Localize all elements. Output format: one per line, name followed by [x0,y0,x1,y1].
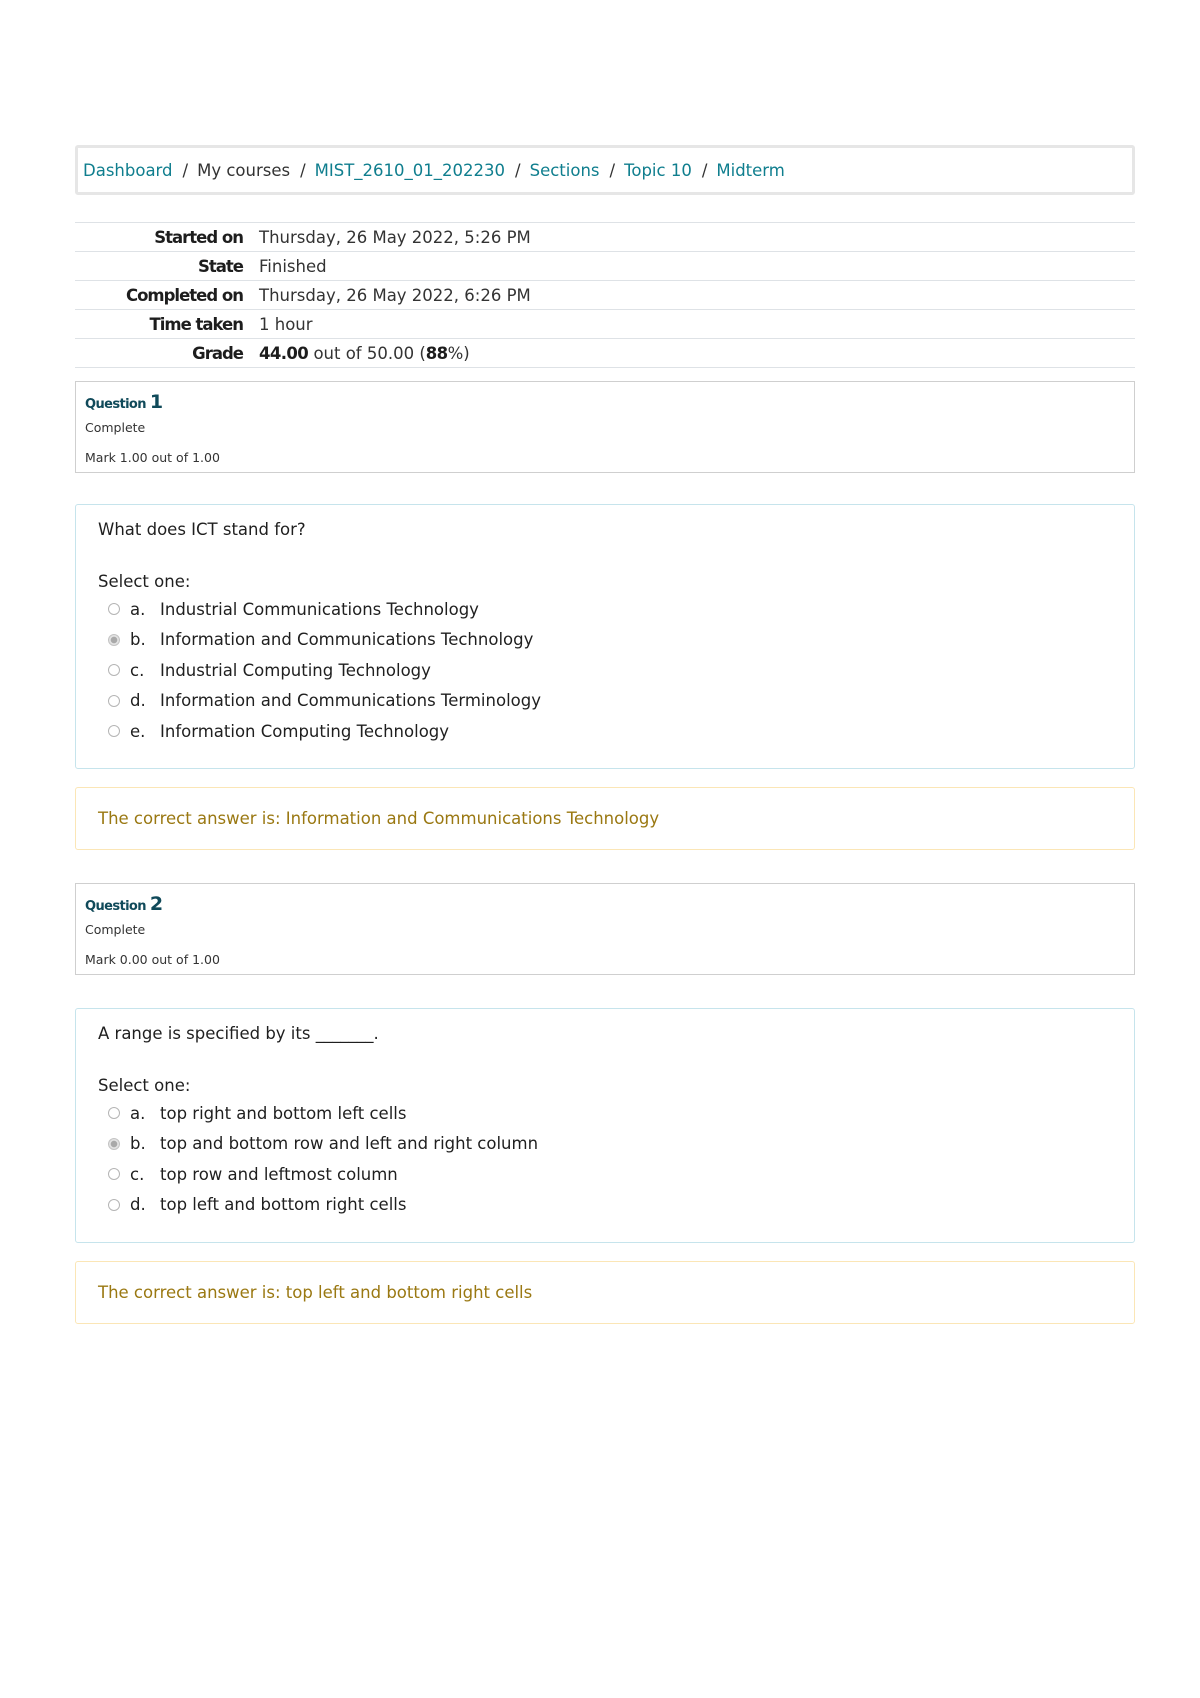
answer-option-d[interactable] [98,686,1112,717]
quiz-review-page [75,145,1135,1324]
option-letter: d. [130,1195,146,1215]
option-text: top right and bottom left cells [160,1103,407,1123]
select-one-label: Select one: [98,572,191,591]
option-text: Information and Communications Terminology [160,691,541,711]
answer-option-c[interactable] [98,1159,1112,1190]
option-text: top and bottom row and left and right column [160,1134,539,1154]
option-letter: b. [130,1134,146,1154]
answer-option-c[interactable] [98,655,1112,686]
answer-option-d[interactable] [98,1190,1112,1221]
summary-row-started [75,223,1135,252]
question-heading [85,391,1125,413]
answer-option-a[interactable] [98,1098,1112,1129]
answer-option-b[interactable] [98,625,1112,656]
answer-option-e[interactable] [98,716,1112,747]
question-heading-prefix: Question [85,397,150,412]
question-2-content [75,1008,1135,1243]
option-text: Information and Communications Technology [160,630,534,650]
option-letter: b. [130,630,146,650]
breadcrumb-separator: / [701,160,708,180]
question-1-content [75,504,1135,769]
attempt-summary-table [75,222,1135,368]
summary-value: 1 hour [243,310,1135,339]
breadcrumb-topic-link[interactable]: Topic 10 [624,160,692,180]
grade-suffix: %) [447,343,470,363]
grade-value [243,339,1135,368]
radio-button[interactable] [108,603,120,615]
question-heading-prefix: Question [85,899,150,914]
question-state: Complete [85,922,146,937]
summary-value: Thursday, 26 May 2022, 5:26 PM [243,223,1135,252]
question-1-info [75,381,1135,473]
breadcrumb-my-courses: My courses [197,160,291,180]
question-mark: Mark 0.00 out of 1.00 [85,952,220,967]
option-letter: a. [130,1103,146,1123]
question-heading [85,893,1125,915]
summary-row-state [75,252,1135,281]
breadcrumb-separator: / [300,160,306,180]
option-letter: c. [130,660,145,680]
select-one-label: Select one: [98,1076,191,1095]
radio-button[interactable] [108,1168,120,1180]
breadcrumb-course-link[interactable]: MIST_2610_01_202230 [314,160,506,180]
grade-percent: 88 [425,343,448,363]
summary-label: Completed on [75,281,243,310]
summary-value: Finished [243,252,1135,281]
breadcrumb-separator: / [515,160,521,180]
grade-label: Grade [75,339,243,368]
breadcrumb-separator: / [182,160,189,180]
summary-row-completed [75,281,1135,310]
summary-row-time-taken [75,310,1135,339]
option-text: top row and leftmost column [160,1164,398,1184]
summary-row-grade [75,339,1135,368]
breadcrumb-midterm-link[interactable]: Midterm [716,160,785,180]
option-text: Industrial Communications Technology [160,599,479,619]
radio-button[interactable] [108,1107,120,1119]
breadcrumb-separator: / [609,160,616,180]
grade-out-of: out of 50.00 ( [308,343,426,363]
radio-button-selected[interactable] [108,634,120,646]
question-text: A range is specified by its _______. [98,1024,379,1043]
summary-label: State [75,252,243,281]
option-letter: c. [130,1164,145,1184]
question-mark: Mark 1.00 out of 1.00 [85,450,220,465]
question-number: 2 [149,893,163,915]
option-text: top left and bottom right cells [160,1195,407,1215]
radio-button[interactable] [108,664,120,676]
question-1-correct-answer: The correct answer is: Information and Communications Technology [75,787,1135,850]
radio-button[interactable] [108,1199,120,1211]
option-letter: d. [130,691,146,711]
option-text: Industrial Computing Technology [160,660,431,680]
question-2-info [75,883,1135,975]
grade-score: 44.00 [259,343,309,363]
breadcrumb [75,145,1135,195]
breadcrumb-dashboard-link[interactable]: Dashboard [83,160,173,180]
option-letter: e. [130,721,146,741]
option-letter: a. [130,599,146,619]
question-2-correct-answer: The correct answer is: top left and bottom right cells [75,1261,1135,1324]
summary-value: Thursday, 26 May 2022, 6:26 PM [243,281,1135,310]
answer-option-a[interactable] [98,594,1112,625]
radio-button-selected[interactable] [108,1138,120,1150]
question-state: Complete [85,420,146,435]
question-number: 1 [149,391,163,413]
option-text: Information Computing Technology [160,721,450,741]
radio-button[interactable] [108,725,120,737]
question-text: What does ICT stand for? [98,520,306,539]
summary-label: Time taken [75,310,243,339]
summary-label: Started on [75,223,243,252]
answer-option-b[interactable] [98,1129,1112,1160]
breadcrumb-sections-link[interactable]: Sections [529,160,600,180]
radio-button[interactable] [108,695,120,707]
